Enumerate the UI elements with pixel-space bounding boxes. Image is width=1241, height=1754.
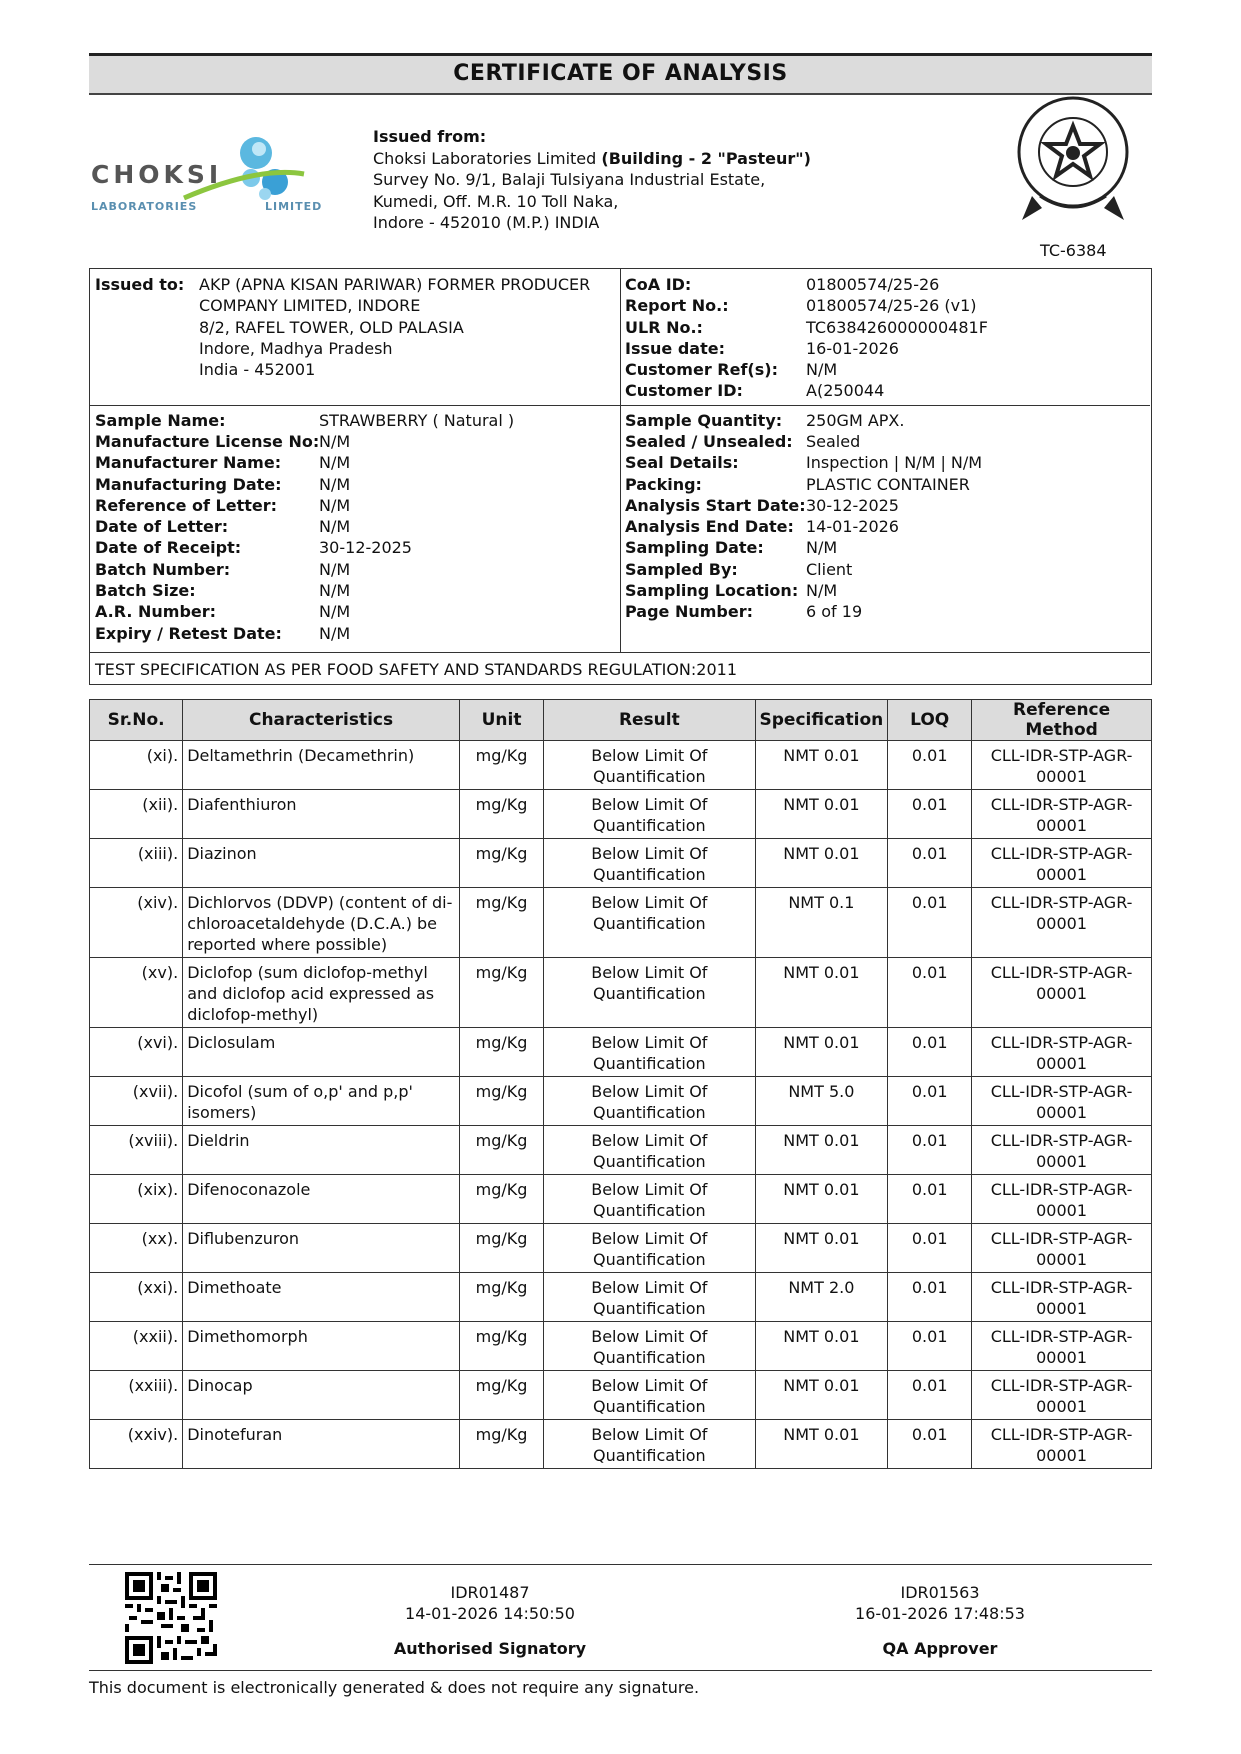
reference-method-cell: CLL-IDR-STP-AGR-00001: [972, 1322, 1152, 1371]
characteristic-cell: Dimethoate: [183, 1273, 460, 1322]
specification-cell: NMT 0.01: [755, 839, 888, 888]
unit-cell: mg/Kg: [459, 839, 543, 888]
qa-approver-block: [790, 1582, 1090, 1659]
sample-value: N/M: [319, 560, 351, 579]
coa-info-value: 01800574/25-26: [806, 275, 940, 294]
svg-text:CHOKSI: CHOKSI: [91, 160, 223, 189]
coa-info-label: CoA ID:: [625, 275, 692, 294]
specification-cell: NMT 0.01: [755, 1175, 888, 1224]
sample-label: Page Number:: [625, 602, 754, 621]
sample-label: Sample Name:: [95, 411, 226, 430]
sr-no-cell: (xvii).: [90, 1077, 183, 1126]
sample-value: Client: [806, 560, 853, 579]
sr-no-cell: (xvi).: [90, 1028, 183, 1077]
sample-label: Seal Details:: [625, 453, 739, 472]
result-cell: Below Limit Of Quantification: [544, 1371, 755, 1420]
characteristic-cell: Diafenthiuron: [183, 790, 460, 839]
divider-horizontal-2: [90, 652, 1150, 653]
issuer-address-2: Kumedi, Off. M.R. 10 Toll Naka,: [373, 191, 619, 211]
approver-timestamp: 16-01-2026 17:48:53: [855, 1604, 1025, 1623]
result-cell: Below Limit Of Quantification: [544, 1420, 755, 1469]
sample-label: Sampling Date:: [625, 538, 764, 557]
loq-cell: 0.01: [888, 1273, 972, 1322]
sample-label: Expiry / Retest Date:: [95, 624, 282, 643]
sr-no-cell: (xv).: [90, 958, 183, 1028]
unit-cell: mg/Kg: [459, 1224, 543, 1273]
info-box: [89, 268, 1152, 685]
divider-vertical: [620, 269, 621, 653]
qr-code-icon: [125, 1572, 217, 1664]
approver-title: QA Approver: [882, 1639, 998, 1658]
issuer-block: [373, 126, 811, 234]
result-cell: Below Limit Of Quantification: [544, 741, 755, 790]
issuer-name-line: [373, 148, 811, 170]
sample-label: A.R. Number:: [95, 602, 217, 621]
unit-cell: mg/Kg: [459, 741, 543, 790]
issued-to-line: COMPANY LIMITED, INDORE: [199, 296, 421, 315]
signatory-title: Authorised Signatory: [393, 1639, 587, 1658]
issued-to-line: AKP (APNA KISAN PARIWAR) FORMER PRODUCER: [199, 275, 591, 294]
result-cell: Below Limit Of Quantification: [544, 1028, 755, 1077]
coa-info-label: ULR No.:: [625, 318, 703, 337]
loq-cell: 0.01: [888, 1028, 972, 1077]
loq-cell: 0.01: [888, 1175, 972, 1224]
sample-label: Sample Quantity:: [625, 411, 783, 430]
characteristic-cell: Diclosulam: [183, 1028, 460, 1077]
footnote: This document is electronically generated & does not require any signature.: [89, 1678, 700, 1697]
footer-divider-bottom: [89, 1670, 1152, 1671]
coa-info-value: 16-01-2026: [806, 339, 899, 358]
result-cell: Below Limit Of Quantification: [544, 888, 755, 958]
footer-divider-top: [89, 1564, 1152, 1565]
table-row: [90, 839, 1152, 888]
result-cell: Below Limit Of Quantification: [544, 1322, 755, 1371]
reference-method-cell: CLL-IDR-STP-AGR-00001: [972, 1273, 1152, 1322]
sr-no-cell: (xii).: [90, 790, 183, 839]
sample-value: Inspection | N/M | N/M: [806, 453, 983, 472]
reference-method-cell: CLL-IDR-STP-AGR-00001: [972, 1028, 1152, 1077]
reference-method-cell: CLL-IDR-STP-AGR-00001: [972, 741, 1152, 790]
loq-cell: 0.01: [888, 958, 972, 1028]
specification-cell: NMT 5.0: [755, 1077, 888, 1126]
unit-cell: mg/Kg: [459, 790, 543, 839]
issued-to-line: 8/2, RAFEL TOWER, OLD PALASIA: [199, 318, 464, 337]
unit-cell: mg/Kg: [459, 888, 543, 958]
test-specification: TEST SPECIFICATION AS PER FOOD SAFETY AND STANDARDS REGULATION:2011: [95, 660, 737, 679]
sr-no-cell: (xix).: [90, 1175, 183, 1224]
issued-to-label: Issued to:: [95, 275, 185, 294]
sample-label: Date of Letter:: [95, 517, 229, 536]
coa-info-label: Customer ID:: [625, 381, 743, 400]
sr-no-cell: (xiv).: [90, 888, 183, 958]
table-row: [90, 1028, 1152, 1077]
table-row: [90, 1420, 1152, 1469]
sample-value: PLASTIC CONTAINER: [806, 475, 970, 494]
characteristic-cell: Dimethomorph: [183, 1322, 460, 1371]
authorised-signatory-block: [340, 1582, 640, 1659]
specification-cell: NMT 0.01: [755, 790, 888, 839]
sr-no-cell: (xxi).: [90, 1273, 183, 1322]
sample-value: N/M: [806, 538, 838, 557]
characteristic-cell: Diflubenzuron: [183, 1224, 460, 1273]
column-header: Sr.No.: [90, 700, 183, 741]
sample-value: N/M: [319, 624, 351, 643]
characteristic-cell: Dieldrin: [183, 1126, 460, 1175]
characteristic-cell: Diazinon: [183, 839, 460, 888]
sample-value: Sealed: [806, 432, 861, 451]
loq-cell: 0.01: [888, 1322, 972, 1371]
characteristic-cell: Dinotefuran: [183, 1420, 460, 1469]
specification-cell: NMT 0.01: [755, 1420, 888, 1469]
unit-cell: mg/Kg: [459, 1420, 543, 1469]
table-row: [90, 1175, 1152, 1224]
column-header: Result: [544, 700, 755, 741]
loq-cell: 0.01: [888, 888, 972, 958]
sample-value: N/M: [319, 453, 351, 472]
sample-value: 6 of 19: [806, 602, 863, 621]
result-cell: Below Limit Of Quantification: [544, 1175, 755, 1224]
issuer-address-3: Indore - 452010 (M.P.) INDIA: [373, 213, 600, 232]
sample-label: Packing:: [625, 475, 702, 494]
sample-value: 30-12-2025: [319, 538, 412, 557]
column-header: Reference Method: [972, 700, 1152, 741]
reference-method-cell: CLL-IDR-STP-AGR-00001: [972, 888, 1152, 958]
sr-no-cell: (xxii).: [90, 1322, 183, 1371]
result-cell: Below Limit Of Quantification: [544, 1273, 755, 1322]
table-row: [90, 1126, 1152, 1175]
table-row: [90, 1322, 1152, 1371]
divider-horizontal-1: [90, 405, 1150, 406]
table-row: [90, 888, 1152, 958]
result-cell: Below Limit Of Quantification: [544, 1126, 755, 1175]
coa-info-value: 01800574/25-26 (v1): [806, 296, 977, 315]
sample-label: Analysis Start Date:: [625, 496, 806, 515]
coa-info-value: A(250044: [806, 381, 885, 400]
column-header: LOQ: [888, 700, 972, 741]
result-cell: Below Limit Of Quantification: [544, 1224, 755, 1273]
result-cell: Below Limit Of Quantification: [544, 790, 755, 839]
characteristic-cell: Dicofol (sum of o,p' and p,p' isomers): [183, 1077, 460, 1126]
result-cell: Below Limit Of Quantification: [544, 1077, 755, 1126]
sample-value: 14-01-2026: [806, 517, 899, 536]
coa-info-value: N/M: [806, 360, 838, 379]
loq-cell: 0.01: [888, 1224, 972, 1273]
table-row: [90, 790, 1152, 839]
reference-method-cell: CLL-IDR-STP-AGR-00001: [972, 839, 1152, 888]
issued-to-line: Indore, Madhya Pradesh: [199, 339, 393, 358]
issued-from-label: Issued from:: [373, 127, 487, 146]
reference-method-cell: CLL-IDR-STP-AGR-00001: [972, 958, 1152, 1028]
sr-no-cell: (xxiv).: [90, 1420, 183, 1469]
company-logo: [89, 136, 339, 226]
sample-label: Batch Number:: [95, 560, 231, 579]
table-row: [90, 1371, 1152, 1420]
sr-no-cell: (xx).: [90, 1224, 183, 1273]
table-row: [90, 1224, 1152, 1273]
sample-label: Sampled By:: [625, 560, 738, 579]
issuer-name: Choksi Laboratories Limited: [373, 148, 602, 168]
characteristic-cell: Dinocap: [183, 1371, 460, 1420]
svg-text:LIMITED: LIMITED: [265, 200, 323, 213]
coa-info-label: Report No.:: [625, 296, 729, 315]
specification-cell: NMT 0.01: [755, 958, 888, 1028]
issuer-address-1: Survey No. 9/1, Balaji Tulsiyana Industrial Estate,: [373, 170, 766, 189]
unit-cell: mg/Kg: [459, 1273, 543, 1322]
unit-cell: mg/Kg: [459, 1322, 543, 1371]
unit-cell: mg/Kg: [459, 1126, 543, 1175]
sr-no-cell: (xviii).: [90, 1126, 183, 1175]
accreditation-seal-icon: [1012, 96, 1134, 224]
table-header-row: [90, 700, 1152, 741]
signatory-timestamp: 14-01-2026 14:50:50: [405, 1604, 575, 1623]
table-row: [90, 741, 1152, 790]
table-row: [90, 1077, 1152, 1126]
specification-cell: NMT 0.1: [755, 888, 888, 958]
sample-value: N/M: [319, 602, 351, 621]
loq-cell: 0.01: [888, 839, 972, 888]
accreditation-code: TC-6384: [1040, 241, 1107, 260]
characteristic-cell: Dichlorvos (DDVP) (content of di-chloroacetaldehyde (D.C.A.) be reported where possible): [183, 888, 460, 958]
sr-no-cell: (xiii).: [90, 839, 183, 888]
sr-no-cell: (xi).: [90, 741, 183, 790]
sample-value: N/M: [319, 496, 351, 515]
reference-method-cell: CLL-IDR-STP-AGR-00001: [972, 790, 1152, 839]
specification-cell: NMT 0.01: [755, 1126, 888, 1175]
characteristic-cell: Diclofop (sum diclofop-methyl and diclofop acid expressed as diclofop-methyl): [183, 958, 460, 1028]
reference-method-cell: CLL-IDR-STP-AGR-00001: [972, 1371, 1152, 1420]
sample-value: N/M: [806, 581, 838, 600]
specification-cell: NMT 0.01: [755, 1322, 888, 1371]
sample-value: N/M: [319, 432, 351, 451]
sample-value: STRAWBERRY ( Natural ): [319, 411, 515, 430]
loq-cell: 0.01: [888, 741, 972, 790]
loq-cell: 0.01: [888, 790, 972, 839]
column-header: Specification: [755, 700, 888, 741]
table-row: [90, 1273, 1152, 1322]
unit-cell: mg/Kg: [459, 958, 543, 1028]
signatory-id: IDR01487: [450, 1583, 530, 1602]
specification-cell: NMT 0.01: [755, 1224, 888, 1273]
characteristic-cell: Difenoconazole: [183, 1175, 460, 1224]
sample-label: Date of Receipt:: [95, 538, 242, 557]
specification-cell: NMT 2.0: [755, 1273, 888, 1322]
loq-cell: 0.01: [888, 1420, 972, 1469]
loq-cell: 0.01: [888, 1077, 972, 1126]
sample-label: Batch Size:: [95, 581, 196, 600]
specification-cell: NMT 0.01: [755, 1371, 888, 1420]
issuer-building: (Building - 2 "Pasteur"): [601, 148, 811, 168]
sr-no-cell: (xxiii).: [90, 1371, 183, 1420]
column-header: Characteristics: [183, 700, 460, 741]
unit-cell: mg/Kg: [459, 1077, 543, 1126]
sample-label: Sealed / Unsealed:: [625, 432, 793, 451]
characteristic-cell: Deltamethrin (Decamethrin): [183, 741, 460, 790]
sample-value: N/M: [319, 517, 351, 536]
sample-value: N/M: [319, 581, 351, 600]
svg-text:LABORATORIES: LABORATORIES: [91, 200, 198, 213]
issued-to-line: India - 452001: [199, 360, 316, 379]
results-table: [89, 699, 1152, 1469]
sample-label: Sampling Location:: [625, 581, 799, 600]
table-row: [90, 958, 1152, 1028]
reference-method-cell: CLL-IDR-STP-AGR-00001: [972, 1420, 1152, 1469]
approver-id: IDR01563: [900, 1583, 980, 1602]
reference-method-cell: CLL-IDR-STP-AGR-00001: [972, 1077, 1152, 1126]
sample-value: 30-12-2025: [806, 496, 899, 515]
reference-method-cell: CLL-IDR-STP-AGR-00001: [972, 1175, 1152, 1224]
sample-label: Manufacturer Name:: [95, 453, 282, 472]
unit-cell: mg/Kg: [459, 1028, 543, 1077]
unit-cell: mg/Kg: [459, 1175, 543, 1224]
sample-value: N/M: [319, 475, 351, 494]
unit-cell: mg/Kg: [459, 1371, 543, 1420]
result-cell: Below Limit Of Quantification: [544, 839, 755, 888]
specification-cell: NMT 0.01: [755, 741, 888, 790]
column-header: Unit: [459, 700, 543, 741]
coa-info-label: Customer Ref(s):: [625, 360, 778, 379]
sample-label: Manufacture License No:: [95, 432, 320, 451]
sample-label: Analysis End Date:: [625, 517, 794, 536]
sample-label: Reference of Letter:: [95, 496, 278, 515]
specification-cell: NMT 0.01: [755, 1028, 888, 1077]
result-cell: Below Limit Of Quantification: [544, 958, 755, 1028]
sample-label: Manufacturing Date:: [95, 475, 282, 494]
coa-info-value: TC638426000000481F: [806, 318, 988, 337]
reference-method-cell: CLL-IDR-STP-AGR-00001: [972, 1126, 1152, 1175]
loq-cell: 0.01: [888, 1126, 972, 1175]
coa-info-label: Issue date:: [625, 339, 725, 358]
sample-value: 250GM APX.: [806, 411, 905, 430]
reference-method-cell: CLL-IDR-STP-AGR-00001: [972, 1224, 1152, 1273]
loq-cell: 0.01: [888, 1371, 972, 1420]
document-title: CERTIFICATE OF ANALYSIS: [89, 53, 1152, 95]
